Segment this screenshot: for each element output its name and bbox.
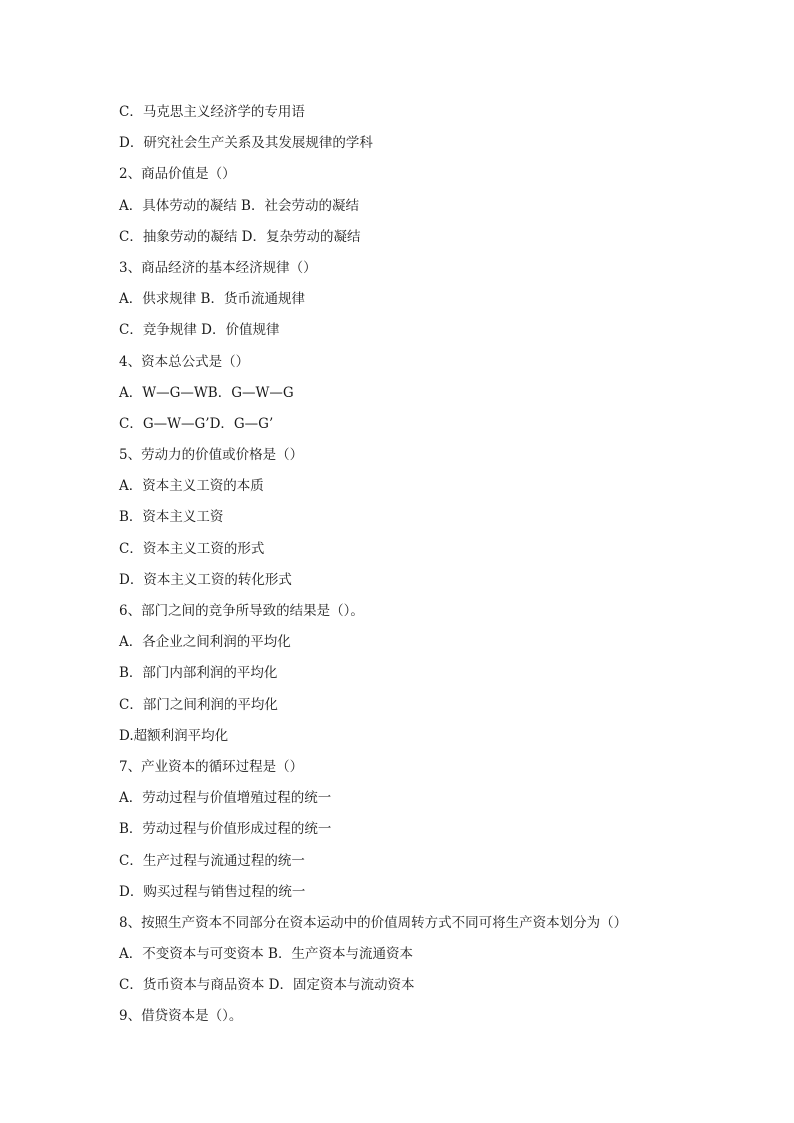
option-line: C．G—W—G’D．G—G’ xyxy=(119,415,274,432)
option-line: C．竞争规律 D．价值规律 xyxy=(119,322,280,339)
question-line: 3、商品经济的基本经济规律（） xyxy=(119,259,317,276)
question-line: 5、劳动力的价值或价格是（） xyxy=(119,447,304,464)
option-line: B．部门内部利润的平均化 xyxy=(119,665,278,682)
question-line: 7、产业资本的循环过程是（） xyxy=(119,758,304,775)
option-line: A．具体劳动的凝结 B．社会劳动的凝结 xyxy=(119,197,359,214)
option-line: A．劳动过程与价值增殖过程的统一 xyxy=(119,790,332,807)
option-line: D．购买过程与销售过程的统一 xyxy=(119,883,306,900)
option-line: A．资本主义工资的本质 xyxy=(119,478,264,495)
question-line: 8、按照生产资本不同部分在资本运动中的价值周转方式不同可将生产资本划分为（） xyxy=(119,914,628,931)
option-line: C．马克思主义经济学的专用语 xyxy=(119,104,305,120)
option-line: D．研究社会生产关系及其发展规律的学科 xyxy=(119,135,373,152)
question-line: 9、借贷资本是（）。 xyxy=(119,1008,243,1025)
option-line: B．劳动过程与价值形成过程的统一 xyxy=(119,821,332,838)
option-line: C．货币资本与商品资本 D．固定资本与流动资本 xyxy=(119,977,415,994)
question-line: 4、资本总公式是（） xyxy=(119,353,250,370)
option-line: A．W—G—WB．G—W—G xyxy=(119,384,294,401)
option-line: C．生产过程与流通过程的统一 xyxy=(119,852,305,869)
option-line: A．不变资本与可变资本 B．生产资本与流通资本 xyxy=(119,946,413,963)
option-line: A．供求规律 B．货币流通规律 xyxy=(119,291,305,308)
document-body xyxy=(119,101,759,1037)
question-line: 6、部门之间的竞争所导致的结果是（）。 xyxy=(119,603,364,619)
option-line: D.超额利润平均化 xyxy=(119,727,229,744)
option-line: C．资本主义工资的形式 xyxy=(119,540,265,557)
option-line: A．各企业之间利润的平均化 xyxy=(119,634,291,651)
question-line: 2、商品价值是（） xyxy=(119,166,236,183)
option-line: C．抽象劳动的凝结 D．复杂劳动的凝结 xyxy=(119,228,361,245)
option-line: C．部门之间利润的平均化 xyxy=(119,696,278,713)
option-line: D．资本主义工资的转化形式 xyxy=(119,571,292,588)
option-line: B．资本主义工资 xyxy=(119,509,224,526)
